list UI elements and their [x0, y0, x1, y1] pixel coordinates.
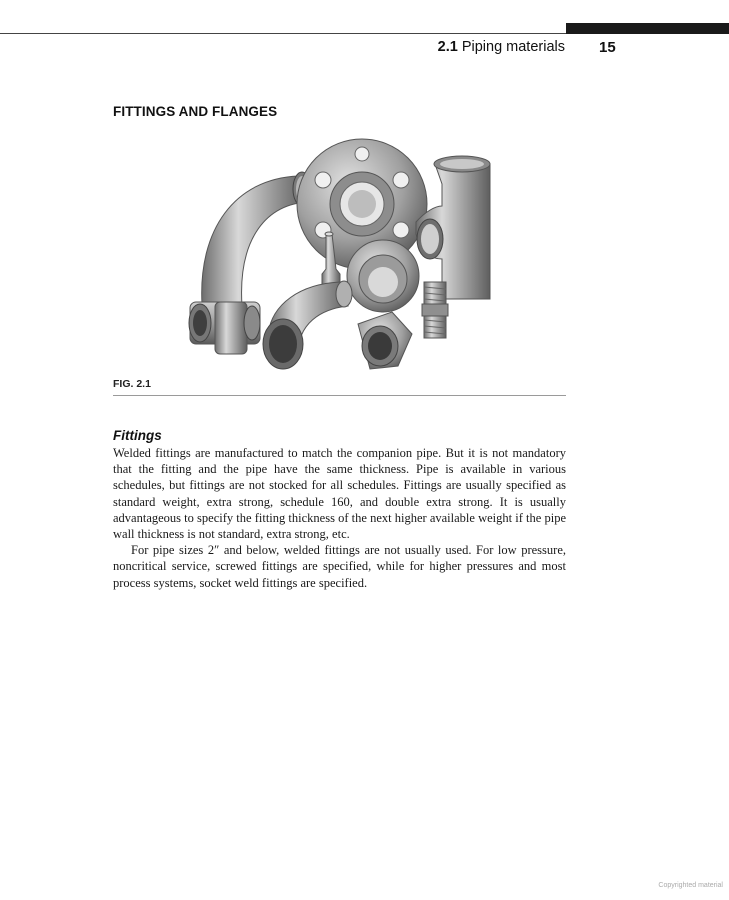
- body-text: [113, 445, 566, 591]
- page-number: 15: [599, 39, 616, 56]
- running-head: [438, 39, 565, 55]
- fittings-illustration: [180, 134, 500, 374]
- running-head-section-number: 2.1: [437, 39, 458, 55]
- socket-weld-elbow: [358, 312, 412, 369]
- long-radius-elbow: [202, 172, 311, 306]
- paragraph: For pipe sizes 2″ and below, welded fittings are not usually used. For low pressure, noncritical service, screwed fittings are specified, while for higher pressures and most process systems, socket weld fittings are specified.: [113, 543, 566, 590]
- short-elbow: [263, 281, 352, 369]
- concentric-reducer: [347, 240, 419, 312]
- paragraph: Welded fittings are manufactured to match the companion pipe. But it is not mandatory that the fitting and the pipe have the same thickness. Pipe is available in various schedules, but fittings are not stocked for all schedules. Fittings are usually specified as standard weight, extra strong, schedule 160, and double extra strong. It is usually advantageous to specify the fitting thickness of the next higher available weight if the pipe wall thickness is not standard, extra strong, etc.: [113, 446, 566, 542]
- fittings-photo: [180, 134, 500, 374]
- running-head-section-title: Piping materials: [461, 39, 565, 55]
- socket-weld-tee: [189, 302, 260, 354]
- butt-weld-tee: [416, 156, 490, 299]
- subsection-heading: Fittings: [113, 428, 162, 443]
- header-bar: [566, 23, 729, 34]
- threaded-nipple: [422, 282, 448, 338]
- section-heading: FITTINGS AND FLANGES: [113, 104, 278, 119]
- copyright-watermark: Copyrighted material: [658, 882, 723, 889]
- figure-rule: [113, 395, 566, 396]
- figure-caption: FIG. 2.1: [113, 378, 151, 390]
